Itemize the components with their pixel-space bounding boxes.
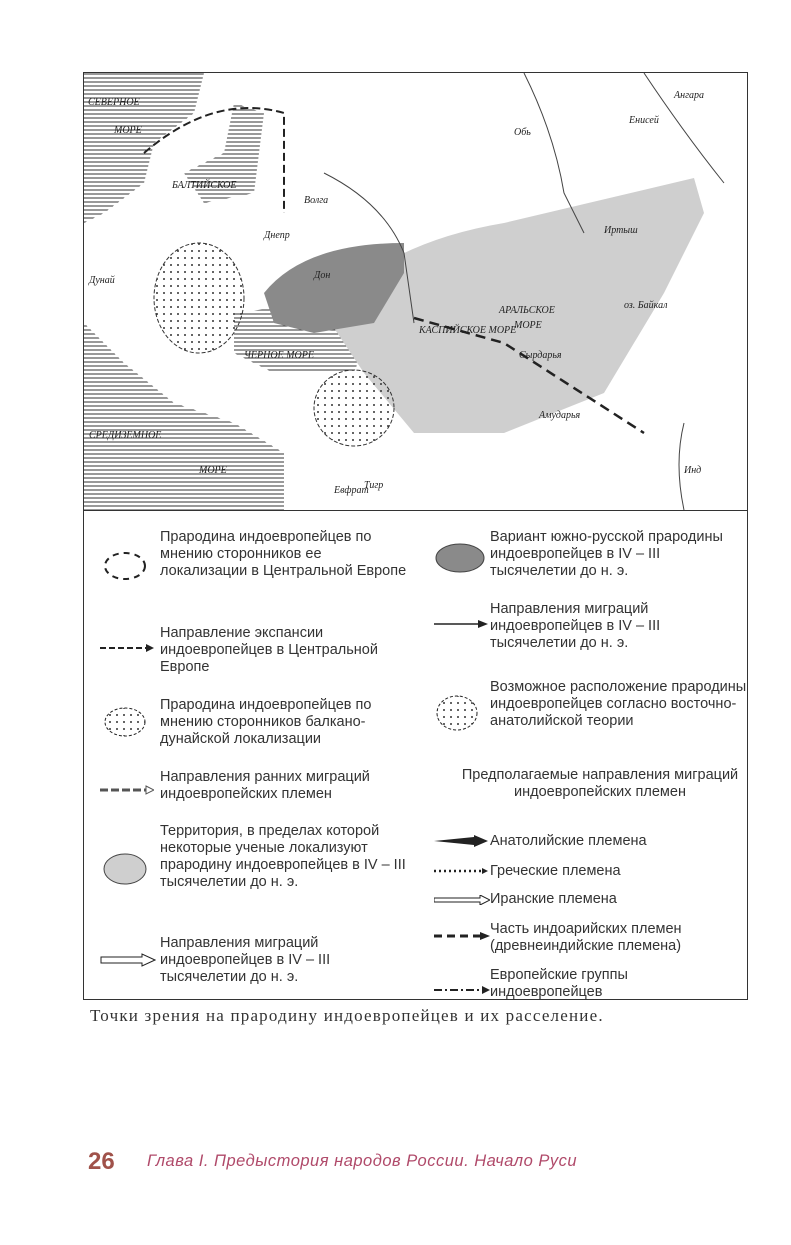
label-yenisei: Енисей: [629, 115, 659, 126]
legend-right-0: Вариант южно-русской прародины индоевропейцев в IV – III тысячелетии до н. э.: [490, 529, 723, 579]
label-north-sea: СЕВЕРНОЕ: [88, 97, 140, 108]
dashed-circle-icon: [100, 549, 150, 583]
label-baikal: оз. Байкал: [624, 300, 668, 311]
legend-left-3: Направления ранних миграций индоевропейских племен: [160, 769, 370, 802]
legend-migration-2: Иранские племена: [490, 891, 617, 907]
legend-left-1: Направление экспансии индоевропейцев в Центральной Европе: [160, 625, 378, 675]
legend-right-2: Возможное расположение прародины индоевропейцев согласно восточно-анатолийской теории: [490, 679, 747, 729]
label-don: Дон: [314, 270, 331, 281]
label-syrdarya: Сырдарья: [519, 350, 562, 361]
legend-migration-4: Европейские группы индоевропейцев: [490, 967, 628, 1000]
legend-migration-1: Греческие племена: [490, 863, 621, 879]
early-migration-arrow-icon: [100, 785, 154, 795]
legend-left-0: Прародина индоевропейцев по мнению сторонников ее локализации в Центральной Европе: [160, 529, 407, 579]
label-med-2: МОРЕ: [199, 465, 227, 476]
anatolian-arrow-icon: [434, 835, 488, 847]
hollow-arrow-icon: [100, 953, 156, 967]
label-baltic: БАЛТИЙСКОЕ: [172, 180, 237, 191]
european-dashdot-icon: [434, 985, 490, 995]
light-area-icon: [100, 851, 150, 887]
label-dnepr: Днепр: [264, 230, 290, 241]
greek-dotted-icon: [434, 867, 488, 875]
label-med: СРЕДИЗЕМНОЕ: [89, 430, 162, 441]
migration-arrow-icon: [434, 619, 488, 629]
running-title: Глава I. Предыстория народов России. Начало Руси: [147, 1152, 578, 1170]
page-number: 26: [88, 1148, 115, 1175]
label-aral-2: МОРЕ: [514, 320, 542, 331]
label-black-sea: ЧЕРНОЕ МОРЕ: [244, 350, 314, 361]
legend-left-2: Прародина индоевропейцев по мнению сторонников балкано-дунайской локализации: [160, 697, 372, 747]
label-caspian: КАСПИЙСКОЕ МОРЕ: [419, 325, 517, 336]
legend-migration-0: Анатолийские племена: [490, 833, 647, 849]
indo-aryan-dash-icon: [434, 931, 490, 941]
anatolian-homeland: [314, 370, 394, 446]
legend-right-1: Направления миграций индоевропейцев в IV – III тысячелетии до н. э.: [490, 601, 661, 651]
legend-migration-3: Часть индоарийских племен (древнеиндийские племена): [490, 921, 682, 954]
north-sea: [84, 73, 204, 223]
label-euphrates: Евфрат: [334, 485, 369, 496]
label-indus: Инд: [684, 465, 702, 476]
label-north-sea-2: МОРЕ: [114, 125, 142, 136]
iranian-arrow-icon: [434, 895, 490, 905]
figure-caption: Точки зрения на прародину индоевропейцев и их расселение.: [90, 1006, 604, 1025]
legend: [84, 510, 747, 1000]
label-volga: Волга: [304, 195, 329, 206]
label-angara: Ангара: [674, 90, 704, 101]
label-irtysh: Иртыш: [604, 225, 638, 236]
label-ob: Обь: [514, 127, 531, 138]
label-amudarya: Амударья: [539, 410, 581, 421]
label-danube: Дунай: [89, 275, 115, 286]
map: [84, 73, 747, 510]
legend-left-5: Направления миграций индоевропейцев в IV – III тысячелетии до н. э.: [160, 935, 331, 985]
dotted-area-icon: [100, 705, 150, 739]
dash-arrow-icon: [100, 643, 154, 653]
label-tigris: Тигр: [364, 480, 384, 491]
label-aral: АРАЛЬСКОЕ: [499, 305, 555, 316]
dark-area-icon: [432, 541, 488, 575]
legend-migrations-heading: Предполагаемые направления миграций индоевропейских племен: [461, 767, 739, 800]
legend-left-4: Территория, в пределах которой некоторые ученые локализуют прародину индоевропейцев в IV – III тысячелетии до н. э.: [160, 823, 406, 890]
balkan-homeland: [154, 243, 244, 353]
anatolian-dots-icon: [434, 693, 480, 733]
